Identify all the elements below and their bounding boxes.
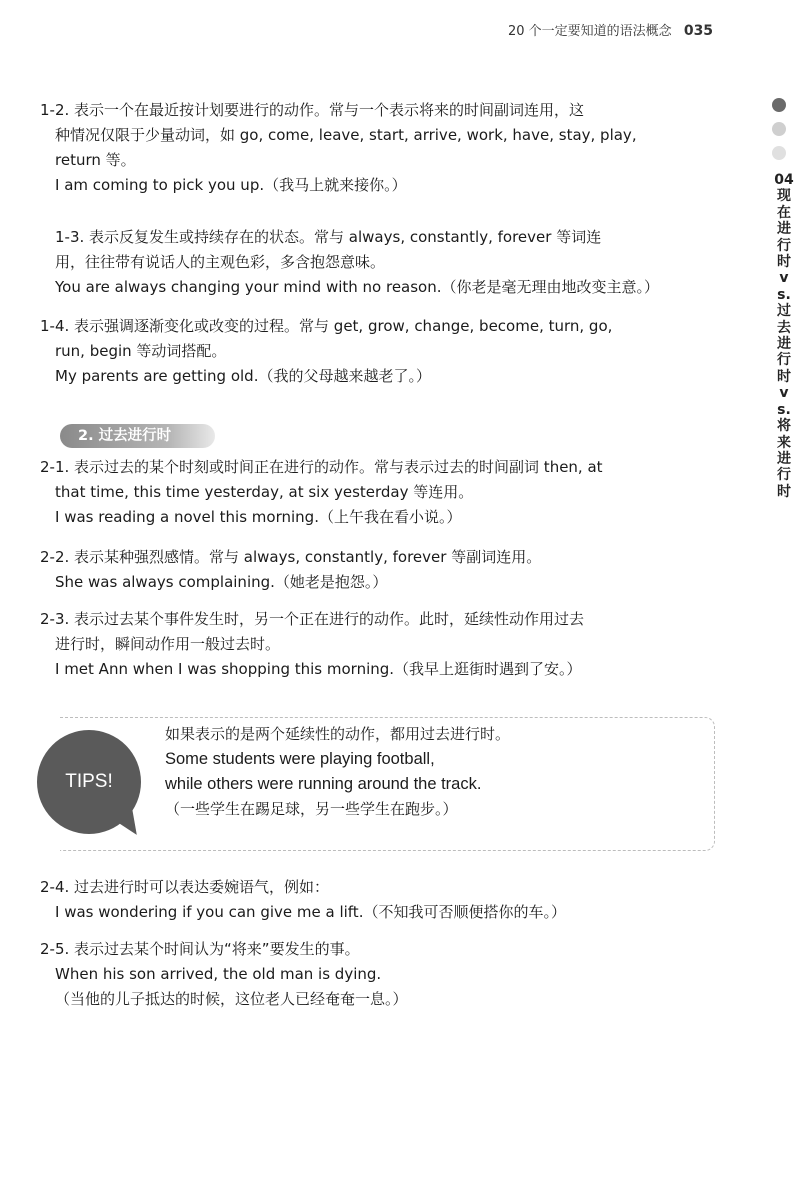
text-line: run, begin 等动词搭配。	[55, 342, 227, 360]
header-title: 20 个一定要知道的语法概念	[508, 24, 672, 39]
example-sentence: I am coming to pick you up.（我马上就来接你。）	[55, 176, 407, 194]
text-line: return 等。	[55, 151, 136, 169]
example-sentence: My parents are getting old.（我的父母越来越老了。）	[55, 367, 431, 385]
side-chapter-title: 04 现在进行时 vs. 过去进行时 vs. 将来进行时	[774, 172, 794, 500]
text-line: that time, this time yesterday, at six yesterday 等连用。	[55, 483, 474, 501]
text-line: 1-3. 表示反复发生或持续存在的状态。常与 always, constantly, forever 等词连	[55, 228, 602, 246]
usage-2-2	[40, 545, 720, 595]
text-line: 1-4. 表示强调逐渐变化或改变的过程。常与 get, grow, change, become, turn, go,	[40, 317, 613, 335]
text-line: 2-2. 表示某种强烈感情。常与 always, constantly, forever 等副词连用。	[40, 548, 542, 566]
section-heading-past-progressive: 2. 过去进行时	[60, 424, 215, 448]
example-sentence: When his son arrived, the old man is dying.	[55, 965, 382, 983]
example-sentence: I was wondering if you can give me a lift.（不知我可否顺便搭你的车。）	[55, 903, 566, 921]
progress-dot-active	[772, 98, 786, 112]
tips-badge: TIPS!	[37, 730, 141, 834]
example-sentence: I met Ann when I was shopping this morning.（我早上逛街时遇到了安。）	[55, 660, 582, 678]
example-sentence: You are always changing your mind with no reason.（你老是毫无理由地改变主意。）	[55, 278, 660, 296]
text-line: 2-5. 表示过去某个时间认为“将来”要发生的事。	[40, 940, 360, 958]
usage-2-5	[40, 937, 720, 1012]
running-header	[508, 20, 713, 39]
page-number: 035	[683, 23, 714, 39]
tips-example: while others were running around the track.	[165, 775, 482, 793]
tips-content	[165, 722, 705, 822]
usage-2-1	[40, 455, 720, 530]
tips-example: Some students were playing football,	[165, 750, 435, 768]
usage-1-3	[40, 225, 720, 300]
example-sentence: She was always complaining.（她老是抱怨。）	[55, 573, 388, 591]
usage-2-4	[40, 875, 720, 925]
text-line: 1-2. 表示一个在最近按计划要进行的动作。常与一个表示将来的时间副词连用，这	[40, 101, 585, 119]
text-line: 种情况仅限于少量动词，如 go, come, leave, start, arrive, work, have, stay, play,	[55, 126, 637, 144]
tips-translation: （一些学生在踢足球，另一些学生在跑步。）	[165, 800, 458, 818]
usage-1-2	[40, 98, 720, 198]
progress-dot	[772, 122, 786, 136]
progress-dot	[772, 146, 786, 160]
text-line: 2-3. 表示过去某个事件发生时，另一个正在进行的动作。此时，延续性动作用过去	[40, 610, 585, 628]
text-line: 2-4. 过去进行时可以表达委婉语气，例如：	[40, 878, 330, 896]
usage-1-4	[40, 314, 720, 389]
example-sentence: I was reading a novel this morning.（上午我在看小说。）	[55, 508, 462, 526]
tips-line: 如果表示的是两个延续性的动作，都用过去进行时。	[165, 725, 511, 743]
text-line: 用，往往带有说话人的主观色彩，多含抱怨意味。	[55, 253, 386, 271]
text-line: 2-1. 表示过去的某个时刻或时间正在进行的动作。常与表示过去的时间副词 then, at	[40, 458, 603, 476]
example-translation: （当他的儿子抵达的时候，这位老人已经奄奄一息。）	[55, 990, 408, 1008]
usage-2-3	[40, 607, 720, 682]
chapter-progress-dots	[772, 98, 786, 170]
text-line: 进行时，瞬间动作用一般过去时。	[55, 635, 281, 653]
